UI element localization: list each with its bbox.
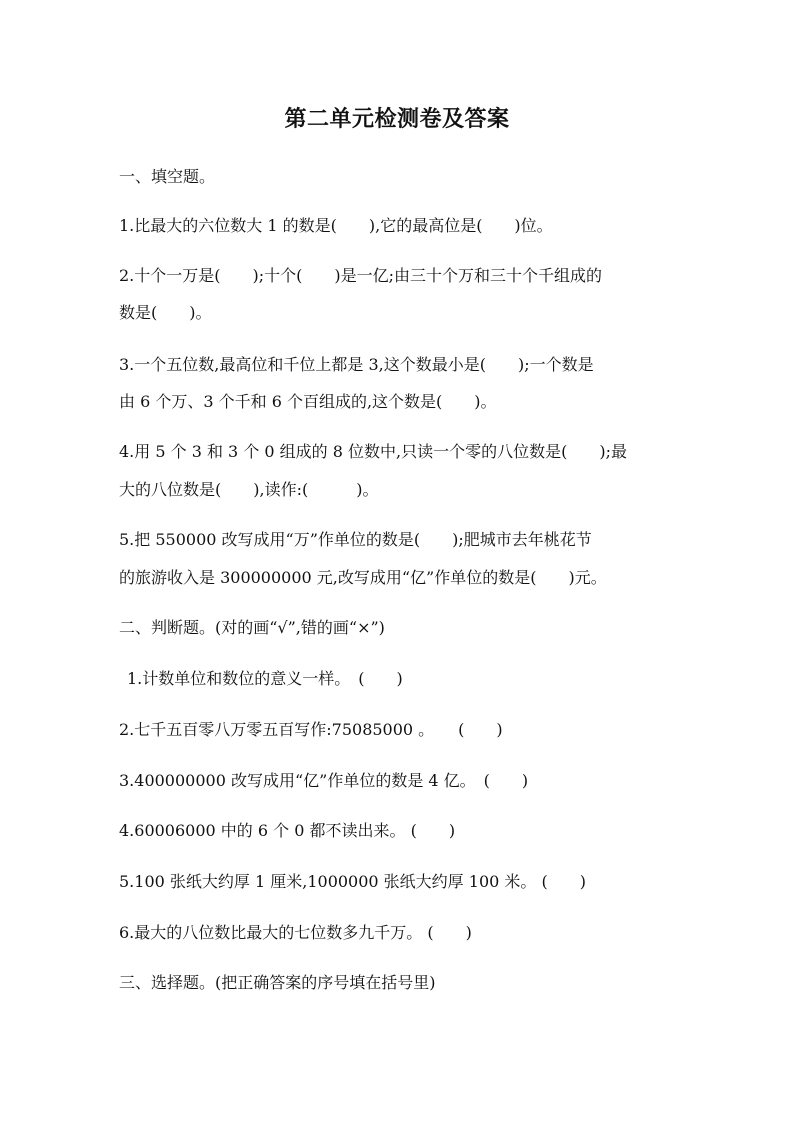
judge-item-4: 4.60006000 中的 6 个 0 都不读出来。 ( ) [119, 821, 456, 840]
page-title: 第二单元检测卷及答案 [284, 107, 510, 132]
judge-item-3: 3.400000000 改写成用“亿”作单位的数是 4 亿。 ( ) [119, 771, 529, 790]
question-3-line-2: 由 6 个万、3 个千和 6 个百组成的,这个数是( )。 [119, 392, 497, 411]
question-1: 1.比最大的六位数大 1 的数是( ),它的最高位是( )位。 [119, 216, 553, 235]
section-heading-choice: 三、选择题。(把正确答案的序号填在括号里) [119, 973, 436, 992]
judge-item-2: 2.七千五百零八万零五百写作:75085000 。 ( ) [119, 720, 503, 739]
section-heading-judge: 二、判断题。(对的画“√”,错的画“×”) [119, 618, 385, 637]
question-4-line-1: 4.用 5 个 3 和 3 个 0 组成的 8 位数中,只读一个零的八位数是( );最 [119, 442, 627, 461]
judge-item-6: 6.最大的八位数比最大的七位数多九千万。 ( ) [119, 923, 472, 942]
question-2-line-2: 数是( )。 [119, 303, 212, 322]
question-4-line-2: 大的八位数是( ),读作:( )。 [119, 480, 379, 499]
section-heading-fill-blank: 一、填空题。 [119, 167, 216, 186]
question-2-line-1: 2.十个一万是( );十个( )是一亿;由三十个万和三十个千组成的 [119, 266, 603, 285]
question-5-line-1: 5.把 550000 改写成用“万”作单位的数是( );肥城市去年桃花节 [119, 530, 592, 549]
question-5-line-2: 的旅游收入是 300000000 元,改写成用“亿”作单位的数是( )元。 [119, 568, 607, 587]
question-3-line-1: 3.一个五位数,最高位和千位上都是 3,这个数最小是( );一个数是 [119, 355, 594, 374]
judge-item-5: 5.100 张纸大约厚 1 厘米,1000000 张纸大约厚 100 米。 ( ) [119, 872, 586, 891]
judge-item-1: 1.计数单位和数位的意义一样。 ( ) [127, 669, 403, 688]
